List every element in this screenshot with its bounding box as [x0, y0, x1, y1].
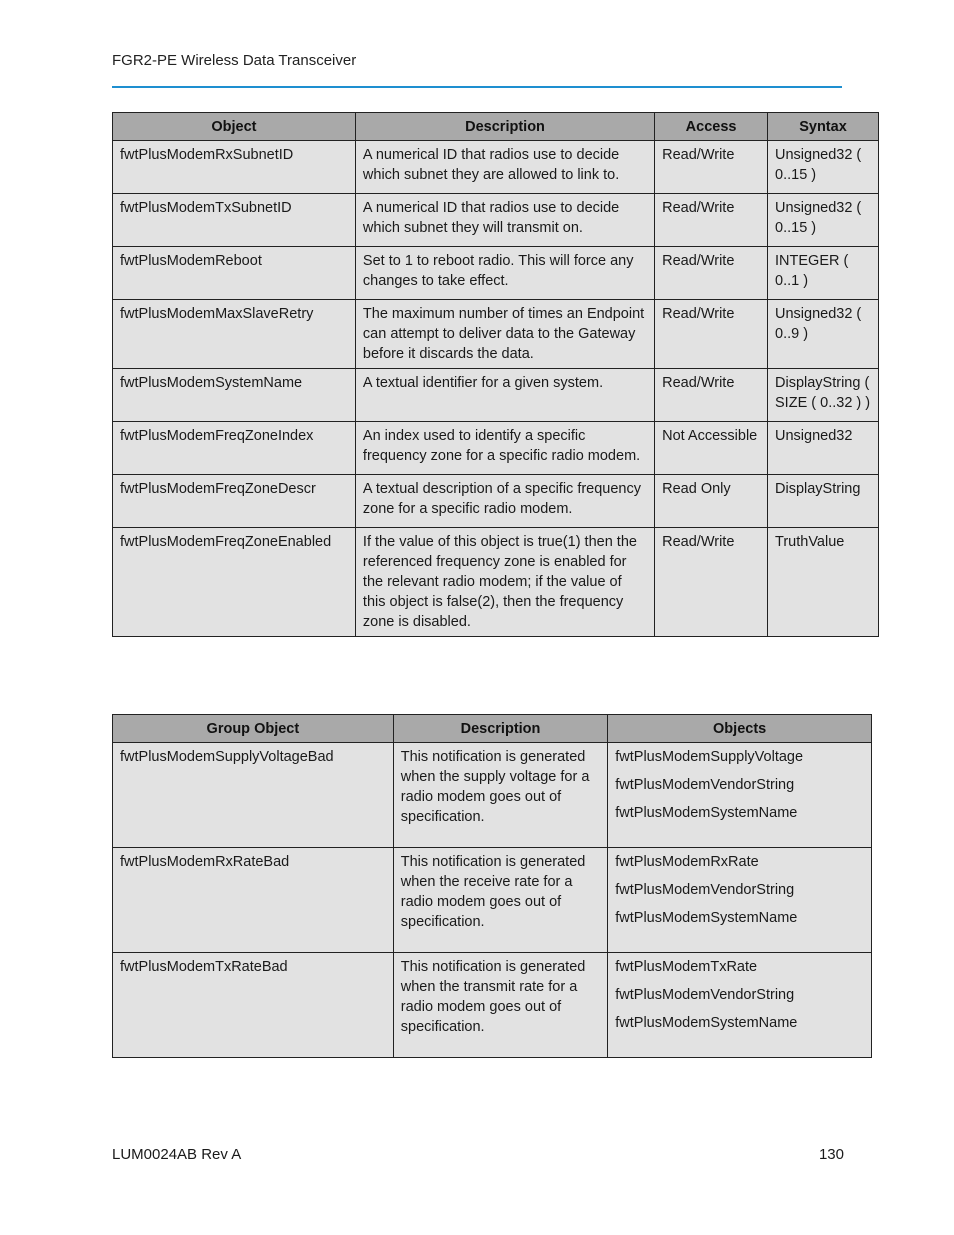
object-list-item: fwtPlusModemRxRate — [615, 854, 759, 870]
syntax-cell: Unsigned32 — [768, 422, 879, 475]
group-object-cell: fwtPlusModemSupplyVoltageBad — [113, 743, 394, 848]
access-cell: Read/Write — [655, 247, 768, 300]
objects-cell — [608, 743, 872, 848]
column-header-syntax: Syntax — [768, 113, 879, 141]
table-row — [113, 141, 879, 194]
description-cell: If the value of this object is true(1) then the referenced frequency zone is enabled for the relevant radio modem; if the value of this object is false(2), then the frequency zone is disabled. — [355, 528, 654, 637]
table-row — [113, 247, 879, 300]
access-cell: Read/Write — [655, 369, 768, 422]
object-list-item: fwtPlusModemVendorString — [615, 882, 795, 898]
description-cell: The maximum number of times an Endpoint can attempt to deliver data to the Gateway before it discards the data. — [355, 300, 654, 369]
object-list-item: fwtPlusModemSystemName — [615, 1015, 798, 1031]
syntax-cell: Unsigned32 ( 0..9 ) — [768, 300, 879, 369]
object-cell: fwtPlusModemRxSubnetID — [113, 141, 356, 194]
footer-page-number: 130 — [818, 1146, 844, 1163]
access-cell: Not Accessible — [655, 422, 768, 475]
objects-cell — [608, 848, 872, 953]
object-cell: fwtPlusModemFreqZoneEnabled — [113, 528, 356, 637]
syntax-cell: Unsigned32 ( 0..15 ) — [768, 141, 879, 194]
column-header-description: Description — [393, 715, 607, 743]
object-cell: fwtPlusModemMaxSlaveRetry — [113, 300, 356, 369]
group-object-cell: fwtPlusModemTxRateBad — [113, 953, 394, 1058]
access-cell: Read/Write — [655, 141, 768, 194]
table-header-row — [113, 113, 879, 141]
object-cell: fwtPlusModemTxSubnetID — [113, 194, 356, 247]
description-cell: A numerical ID that radios use to decide which subnet they will transmit on. — [355, 194, 654, 247]
table-row — [113, 369, 879, 422]
table-row — [113, 953, 872, 1058]
object-list-item: fwtPlusModemVendorString — [615, 777, 795, 793]
table-row — [113, 528, 879, 637]
column-header-objects: Objects — [608, 715, 872, 743]
header-divider — [112, 86, 842, 88]
table-row — [113, 194, 879, 247]
page-header-title: FGR2-PE Wireless Data Transceiver — [112, 52, 357, 69]
access-cell: Read Only — [655, 475, 768, 528]
table-row — [113, 743, 872, 848]
table-row — [113, 848, 872, 953]
objects-cell — [608, 953, 872, 1058]
access-cell: Read/Write — [655, 300, 768, 369]
access-cell: Read/Write — [655, 528, 768, 637]
group-objects-table — [112, 714, 872, 1058]
object-list-item: fwtPlusModemSupplyVoltage — [615, 749, 804, 765]
syntax-cell: DisplayString — [768, 475, 879, 528]
object-cell: fwtPlusModemSystemName — [113, 369, 356, 422]
object-cell: fwtPlusModemFreqZoneDescr — [113, 475, 356, 528]
column-header-group-object: Group Object — [113, 715, 394, 743]
object-cell: fwtPlusModemReboot — [113, 247, 356, 300]
description-cell: This notification is generated when the receive rate for a radio modem goes out of specification. — [393, 848, 607, 953]
description-cell: Set to 1 to reboot radio. This will force any changes to take effect. — [355, 247, 654, 300]
description-cell: This notification is generated when the supply voltage for a radio modem goes out of specification. — [393, 743, 607, 848]
description-cell: A textual description of a specific frequency zone for a specific radio modem. — [355, 475, 654, 528]
description-cell: An index used to identify a specific frequency zone for a specific radio modem. — [355, 422, 654, 475]
access-cell: Read/Write — [655, 194, 768, 247]
syntax-cell: Unsigned32 ( 0..15 ) — [768, 194, 879, 247]
description-cell: A numerical ID that radios use to decide which subnet they are allowed to link to. — [355, 141, 654, 194]
object-list-item: fwtPlusModemSystemName — [615, 805, 798, 821]
table-row — [113, 422, 879, 475]
table-row — [113, 300, 879, 369]
description-cell: A textual identifier for a given system. — [355, 369, 654, 422]
table-row — [113, 475, 879, 528]
object-list-item: fwtPlusModemTxRate — [615, 959, 758, 975]
column-header-description: Description — [355, 113, 654, 141]
syntax-cell: INTEGER ( 0..1 ) — [768, 247, 879, 300]
object-list-item: fwtPlusModemSystemName — [615, 910, 798, 926]
object-list-item: fwtPlusModemVendorString — [615, 987, 795, 1003]
table-header-row — [113, 715, 872, 743]
description-cell: This notification is generated when the transmit rate for a radio modem goes out of specification. — [393, 953, 607, 1058]
syntax-cell: TruthValue — [768, 528, 879, 637]
column-header-object: Object — [113, 113, 356, 141]
column-header-access: Access — [655, 113, 768, 141]
syntax-cell: DisplayString ( SIZE ( 0..32 ) ) — [768, 369, 879, 422]
objects-table — [112, 112, 879, 637]
group-object-cell: fwtPlusModemRxRateBad — [113, 848, 394, 953]
object-cell: fwtPlusModemFreqZoneIndex — [113, 422, 356, 475]
footer-doc-id: LUM0024AB Rev A — [112, 1146, 242, 1163]
